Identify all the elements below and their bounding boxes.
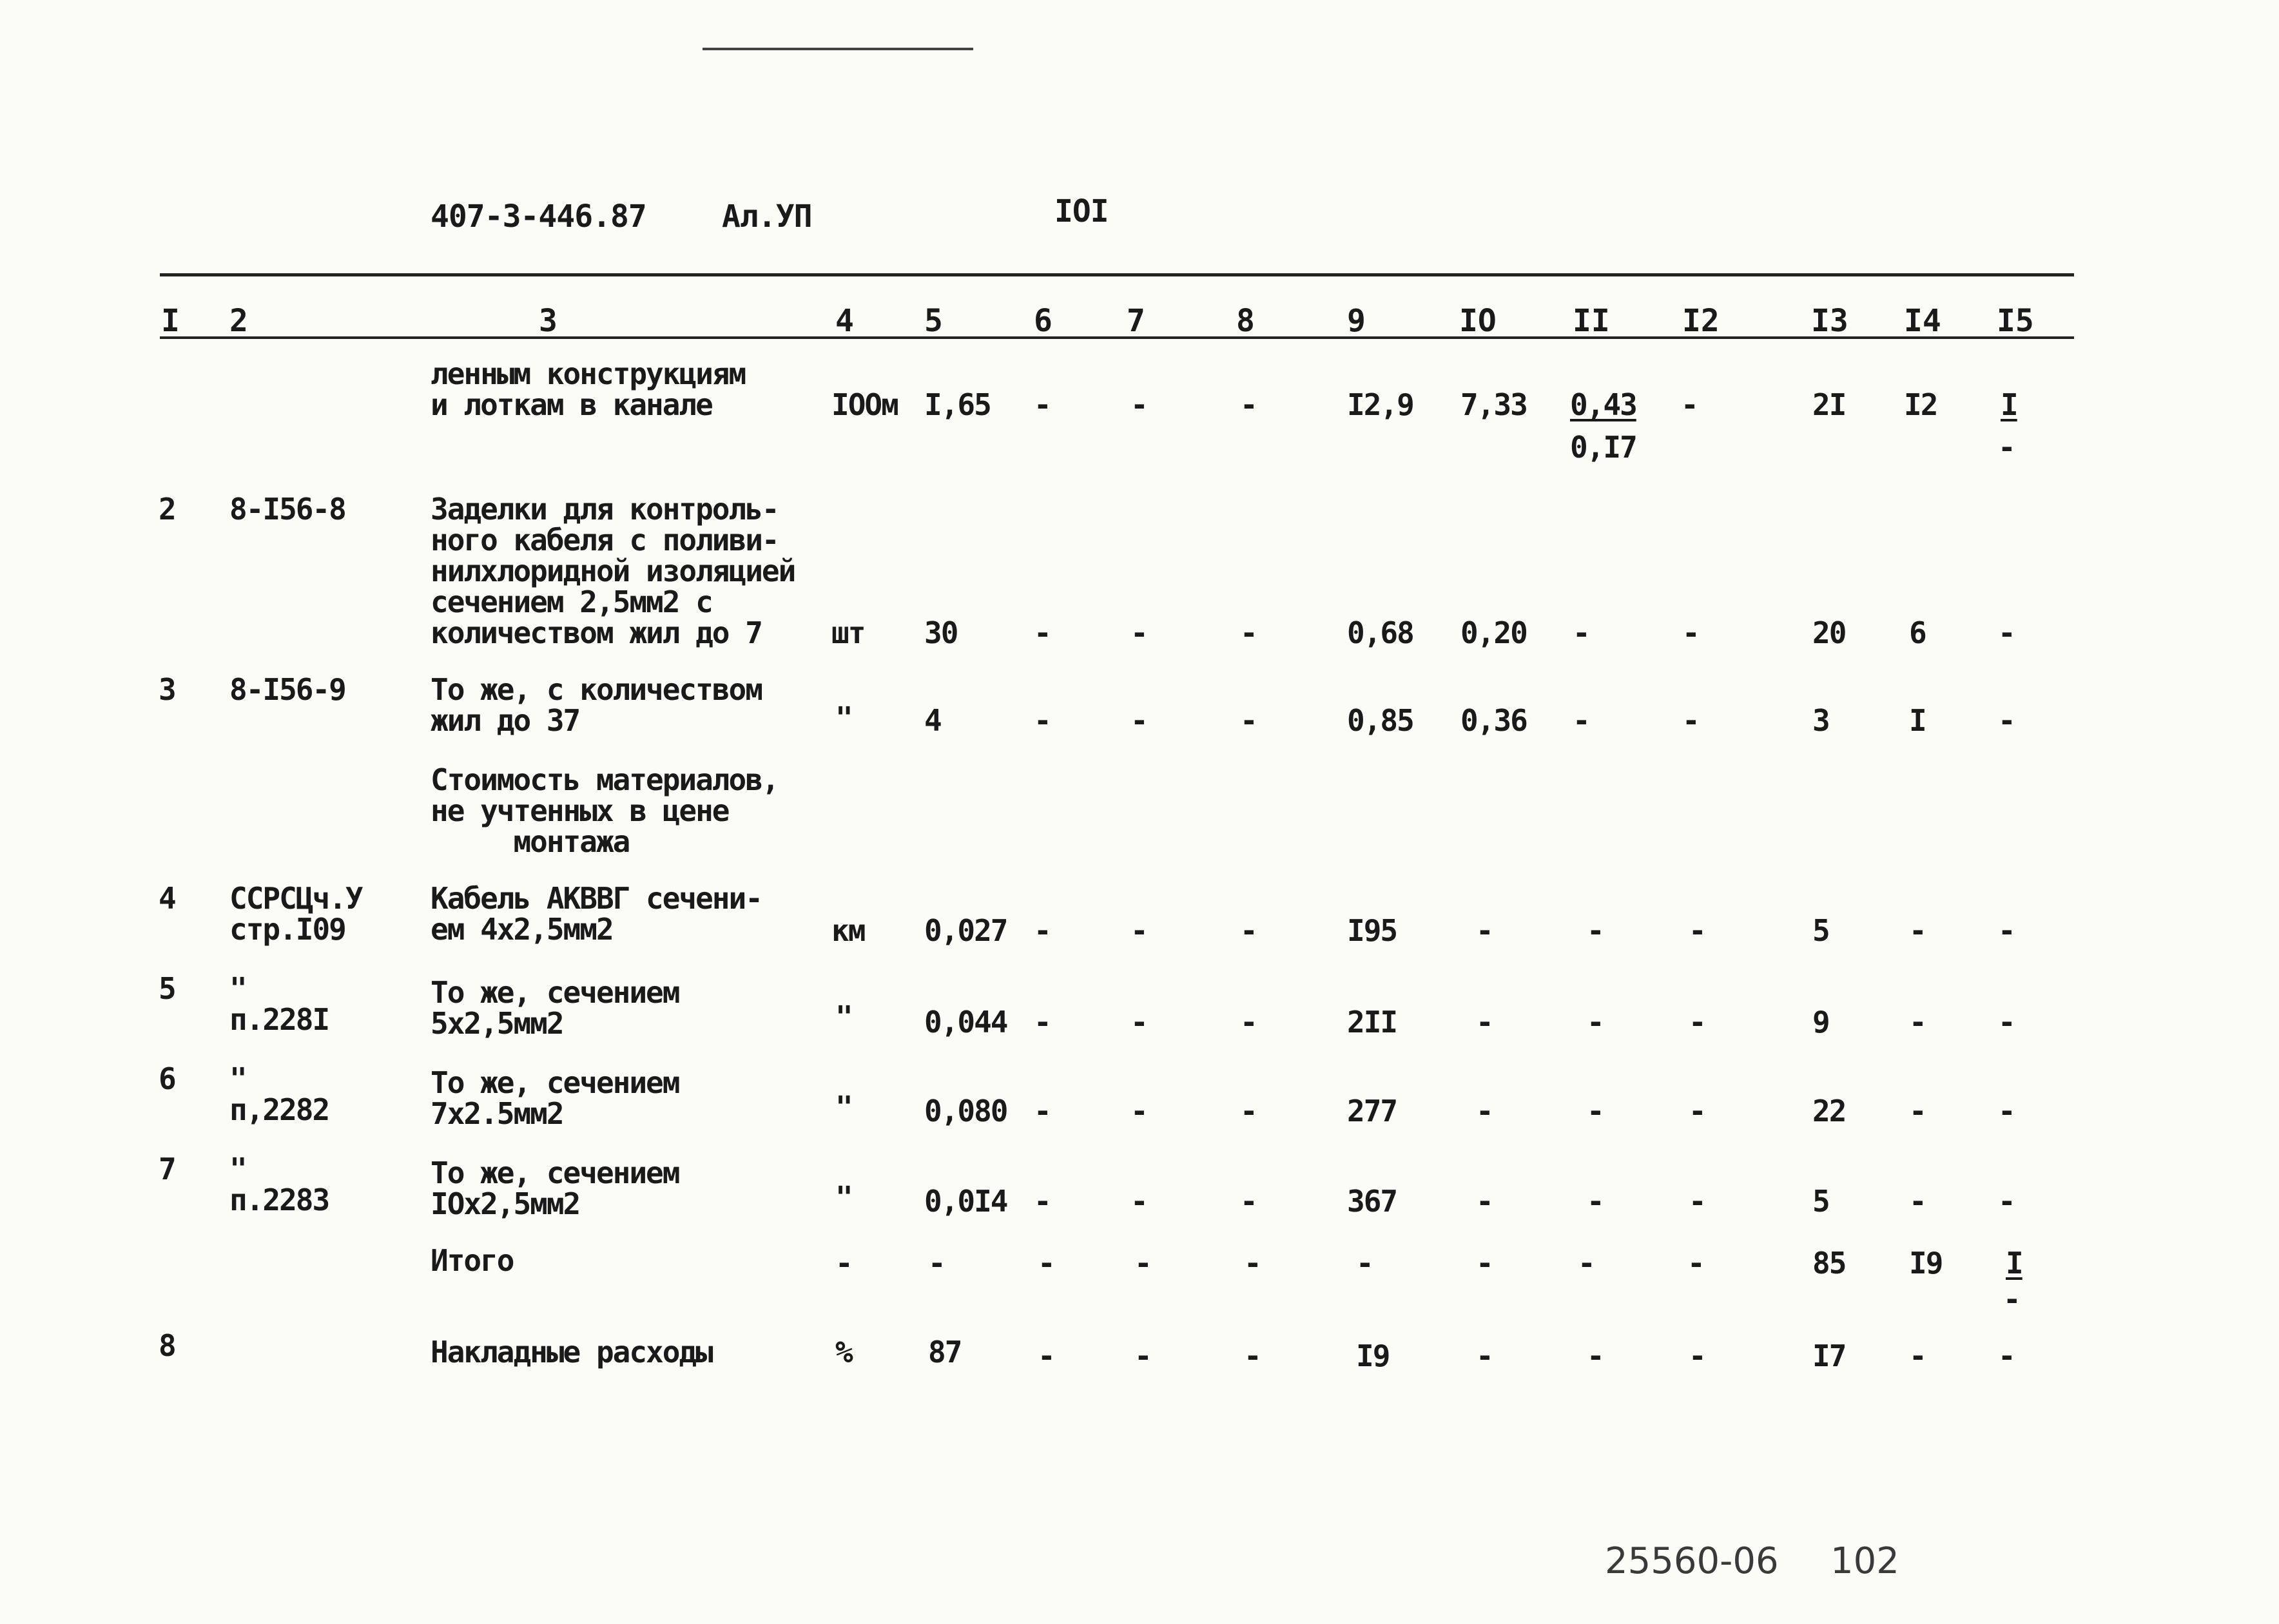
row-c12: - xyxy=(1682,615,1699,650)
row-c7: - xyxy=(1130,615,1147,650)
row-c14: - xyxy=(1909,1005,1926,1039)
row-c13: 9 xyxy=(1812,1005,1829,1039)
row-c8: - xyxy=(1240,1005,1257,1039)
col-num-13: I3 xyxy=(1811,303,1848,339)
row-c7: - xyxy=(1130,387,1147,422)
row-c8: - xyxy=(1240,703,1257,738)
row-c8: - xyxy=(1240,615,1257,650)
row-c9: 277 xyxy=(1347,1094,1397,1128)
row-num: 3 xyxy=(159,672,175,707)
col-num-6: 6 xyxy=(1034,303,1052,339)
row-c15: - xyxy=(1998,1094,2015,1128)
row-qty: 0,0I4 xyxy=(924,1184,1007,1219)
row-c6: - xyxy=(1034,1005,1051,1039)
row-c15: - xyxy=(1998,1339,2015,1373)
table-top-rule xyxy=(160,273,2074,276)
row-c7: - xyxy=(1130,1005,1147,1039)
row-c6: - xyxy=(1034,913,1051,948)
col-num-4: 4 xyxy=(835,303,854,339)
row-c15: - xyxy=(1998,1184,2015,1219)
row-c12: - xyxy=(1689,1094,1705,1128)
row-name: То же, сечением IОх2,5мм2 xyxy=(431,1155,679,1221)
row-c15-denominator: - xyxy=(1998,430,2015,465)
row-c12: - xyxy=(1689,1339,1705,1373)
row-code: " п.2283 xyxy=(229,1152,329,1217)
row-name: Заделки для контроль- ного кабеля с поливи- нилхлоридной изоляцией сечением 2,5мм2 с количеством жил до 7 xyxy=(431,492,795,650)
page-number: IOI xyxy=(1054,193,1109,229)
row-num: 6 xyxy=(159,1061,175,1096)
row-c11: - xyxy=(1587,913,1604,948)
row-c8: - xyxy=(1240,387,1257,422)
row-c7: - xyxy=(1130,1184,1147,1219)
col-num-9: 9 xyxy=(1347,303,1366,339)
col-num-15: I5 xyxy=(1997,303,2034,339)
col-num-7: 7 xyxy=(1127,303,1145,339)
row-unit: " xyxy=(835,701,852,735)
row-num: 8 xyxy=(159,1328,175,1363)
row-c13: 22 xyxy=(1812,1094,1846,1128)
row-c10: - xyxy=(1476,1184,1493,1219)
row-c14: 6 xyxy=(1909,615,1926,650)
row-c11: - xyxy=(1573,615,1589,650)
row-c11-denominator: 0,I7 xyxy=(1570,430,1636,465)
top-rule xyxy=(703,48,973,50)
row-num: 2 xyxy=(159,492,175,527)
row-c8: - xyxy=(1240,1094,1257,1128)
row-qty: 0,044 xyxy=(924,1005,1007,1039)
row-c9: 367 xyxy=(1347,1184,1397,1219)
row-c11: - xyxy=(1587,1184,1604,1219)
row-c10: - xyxy=(1476,1339,1493,1373)
row-code: ССРСЦч.У стр.I09 xyxy=(229,881,362,947)
row-name: Итого xyxy=(431,1243,514,1278)
row-c15-numerator: I xyxy=(2006,1246,2022,1281)
row-c10: - xyxy=(1476,1094,1493,1128)
col-num-14: I4 xyxy=(1904,303,1941,339)
row-qty: 4 xyxy=(924,703,941,738)
row-c12: - xyxy=(1689,913,1705,948)
row-c11: - xyxy=(1573,703,1589,738)
row-c13: 3 xyxy=(1812,703,1829,738)
row-c8: - xyxy=(1240,1184,1257,1219)
row-c14: I xyxy=(1909,703,1926,738)
row-qty: - xyxy=(928,1246,945,1281)
row-num: 4 xyxy=(159,881,175,916)
row-name: То же, сечением 7х2.5мм2 xyxy=(431,1065,679,1131)
row-unit: " xyxy=(835,1090,852,1125)
row-c10: 7,33 xyxy=(1460,387,1527,422)
row-c15: - xyxy=(1998,703,2015,738)
row-c11-numerator: 0,43 xyxy=(1570,387,1636,422)
row-c7: - xyxy=(1134,1339,1151,1373)
row-c6: - xyxy=(1038,1246,1054,1281)
row-c14: I2 xyxy=(1904,387,1937,422)
row-c11: - xyxy=(1587,1005,1604,1039)
row-c9: I9 xyxy=(1356,1339,1390,1373)
row-c12: - xyxy=(1689,1184,1705,1219)
row-c6: - xyxy=(1038,1339,1054,1373)
row-c10: 0,20 xyxy=(1460,615,1527,650)
row-name: Кабель АКВВГ сечени- ем 4х2,5мм2 xyxy=(431,881,762,947)
row-name: То же, сечением 5х2,5мм2 xyxy=(431,975,679,1041)
row-name: Накладные расходы xyxy=(431,1335,712,1369)
row-c9: 0,85 xyxy=(1347,703,1413,738)
row-c11: - xyxy=(1587,1339,1604,1373)
row-c14: - xyxy=(1909,1184,1926,1219)
row-unit: " xyxy=(835,1000,852,1034)
row-c12: - xyxy=(1689,1005,1705,1039)
row-c13: 20 xyxy=(1812,615,1846,650)
row-c12: - xyxy=(1682,703,1699,738)
row-code: 8-I56-9 xyxy=(229,672,345,707)
row-unit: км xyxy=(831,913,865,948)
row-qty: I,65 xyxy=(924,387,991,422)
row-qty: 0,027 xyxy=(924,913,1007,948)
row-c7: - xyxy=(1130,703,1147,738)
row-qty: 87 xyxy=(928,1335,962,1369)
row-c13: 5 xyxy=(1812,1184,1829,1219)
row-c9: 2II xyxy=(1347,1005,1397,1039)
document-code: 407-3-446.87 xyxy=(431,198,646,235)
column-header-rule xyxy=(160,336,2074,339)
row-c15: - xyxy=(1998,615,2015,650)
row-name: То же, с количеством жил до 37 xyxy=(431,672,762,738)
col-num-3: 3 xyxy=(539,303,558,339)
row-code: 8-I56-8 xyxy=(229,492,345,527)
row-c6: - xyxy=(1034,1094,1051,1128)
row-c9: I2,9 xyxy=(1347,387,1413,422)
row-unit: шт xyxy=(831,615,865,650)
row-c15-denominator: - xyxy=(2003,1282,2020,1317)
row-code: " п.228I xyxy=(229,971,329,1037)
row-c13: 85 xyxy=(1812,1246,1846,1281)
row-c7: - xyxy=(1134,1246,1151,1281)
row-unit: " xyxy=(835,1180,852,1215)
row-c14: I9 xyxy=(1909,1246,1943,1281)
row-c10: - xyxy=(1476,913,1493,948)
row-c14: - xyxy=(1909,1094,1926,1128)
row-c14: - xyxy=(1909,913,1926,948)
row-c13: 5 xyxy=(1812,913,1829,948)
handwritten-sheet-number: 102 xyxy=(1830,1540,1899,1582)
row-c10: - xyxy=(1476,1246,1493,1281)
row-c11: - xyxy=(1578,1246,1595,1281)
row-name: ленным конструкциям и лоткам в канале xyxy=(431,356,746,422)
row-c11: - xyxy=(1587,1094,1604,1128)
row-c13: 2I xyxy=(1812,387,1846,422)
row-c13: I7 xyxy=(1812,1339,1846,1373)
row-c15: - xyxy=(1998,1005,2015,1039)
album-label: Ал.УП xyxy=(722,198,812,235)
col-num-5: 5 xyxy=(924,303,943,339)
col-num-8: 8 xyxy=(1236,303,1255,339)
row-num: 5 xyxy=(159,971,175,1006)
row-c6: - xyxy=(1034,387,1051,422)
row-c6: - xyxy=(1034,703,1051,738)
row-c7: - xyxy=(1130,913,1147,948)
col-num-1: I xyxy=(161,303,180,339)
handwritten-archive-number: 25560-06 xyxy=(1605,1540,1779,1582)
row-qty: 30 xyxy=(924,615,958,650)
row-c8: - xyxy=(1244,1339,1261,1373)
row-c9: 0,68 xyxy=(1347,615,1413,650)
row-unit: % xyxy=(835,1335,852,1369)
col-num-10: IO xyxy=(1459,303,1497,339)
row-c10: 0,36 xyxy=(1460,703,1527,738)
row-c12: - xyxy=(1681,387,1698,422)
row-c8: - xyxy=(1240,913,1257,948)
row-c12: - xyxy=(1687,1246,1704,1281)
row-c9: I95 xyxy=(1347,913,1397,948)
row-unit: - xyxy=(835,1246,852,1281)
row-c8: - xyxy=(1244,1246,1261,1281)
row-c7: - xyxy=(1130,1094,1147,1128)
row-num: 7 xyxy=(159,1152,175,1186)
row-code: " п,2282 xyxy=(229,1061,329,1127)
row-c15-numerator: I xyxy=(2001,387,2017,422)
row-name: Стоимость материалов, не учтенных в цене монтажа xyxy=(431,762,779,859)
row-c14: - xyxy=(1909,1339,1926,1373)
row-c10: - xyxy=(1476,1005,1493,1039)
col-num-12: I2 xyxy=(1682,303,1720,339)
col-num-2: 2 xyxy=(229,303,248,339)
row-qty: 0,080 xyxy=(924,1094,1007,1128)
col-num-11: II xyxy=(1573,303,1610,339)
row-c6: - xyxy=(1034,1184,1051,1219)
row-c9: - xyxy=(1356,1246,1373,1281)
row-unit: IOOм xyxy=(831,387,898,422)
row-c15: - xyxy=(1998,913,2015,948)
row-c6: - xyxy=(1034,615,1051,650)
